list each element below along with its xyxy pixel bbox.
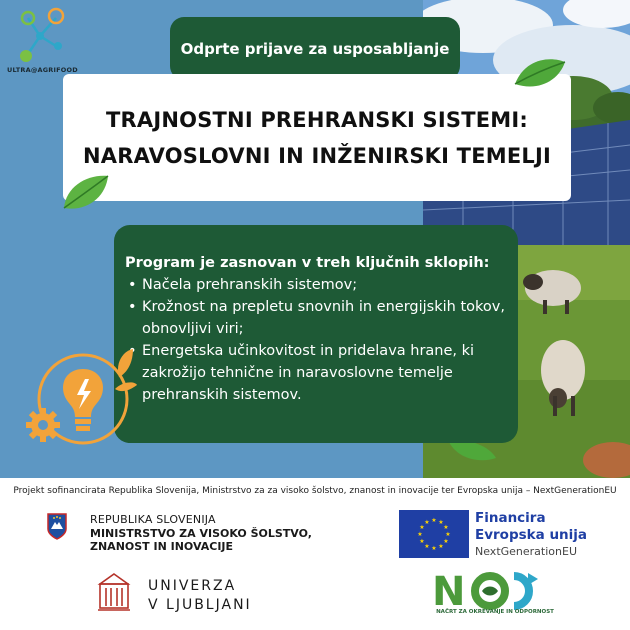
university-building-icon <box>96 572 132 612</box>
svg-text:★: ★ <box>431 517 437 524</box>
program-box <box>114 225 518 443</box>
list-item: • Krožnost na prepletu snovnih in energijskih tokov, obnovljivi viri; <box>125 296 508 340</box>
lightbulb-gear-icon <box>23 347 138 457</box>
list-item: • Načela prehranskih sistemov; <box>125 274 508 296</box>
slovenia-coat-of-arms-icon <box>47 513 67 540</box>
svg-text:★: ★ <box>424 543 430 550</box>
svg-text:★: ★ <box>438 543 444 550</box>
svg-text:★: ★ <box>424 519 430 526</box>
svg-text:★: ★ <box>419 524 425 531</box>
noo-subtitle: NAČRT ZA OKREVANJE IN ODPORNOST <box>436 609 554 615</box>
leaf-icon <box>58 172 114 214</box>
noo-logo <box>432 567 552 611</box>
eu-line-1: Financira <box>475 510 546 526</box>
program-list <box>125 274 508 406</box>
eu-line-2: Evropska unija <box>475 527 588 543</box>
registration-banner: Odprte prijave za usposabljanje <box>170 17 460 80</box>
svg-text:★: ★ <box>431 545 437 552</box>
svg-text:★: ★ <box>417 531 423 538</box>
svg-text:★: ★ <box>438 519 444 526</box>
cofunding-note: Projekt sofinancirata Republika Slovenija, Ministrstvo za za visoko šolstvo, znanost in inovacije ter Evropska unija – NextGenerationEU <box>13 486 617 496</box>
eu-line-3: NextGenerationEU <box>475 545 577 558</box>
title-line-2: NARAVOSLOVNI IN INŽENIRSKI TEMELJI <box>82 143 552 168</box>
university-line-1: UNIVERZA <box>148 578 237 594</box>
university-line-2: V LJUBLJANI <box>148 597 252 613</box>
title-box <box>63 74 571 201</box>
program-heading: Program je zasnovan v treh ključnih sklopih: <box>125 255 490 271</box>
title-line-1: TRAJNOSTNI PREHRANSKI SISTEMI: <box>106 107 528 132</box>
svg-text:★: ★ <box>419 538 425 545</box>
ministry-line-2: MINISTRSTVO ZA VISOKO ŠOLSTVO, <box>90 526 312 540</box>
svg-text:★: ★ <box>445 531 451 538</box>
ministry-line-1: REPUBLIKA SLOVENIJA <box>90 513 216 526</box>
leaf-icon <box>511 54 569 94</box>
eu-flag-icon <box>399 510 469 558</box>
logo-text: ULTRA@AGRIFOOD <box>7 66 78 74</box>
list-item: • Energetska učinkovitost in pridelava hrane, ki zakrožijo tehnične in naravoslovne temelje prehranskih sistemov. <box>125 340 508 406</box>
svg-text:★: ★ <box>443 524 449 531</box>
ministry-line-3: ZNANOST IN INOVACIJE <box>90 540 234 553</box>
eu-funding-logo <box>475 510 587 559</box>
svg-text:★: ★ <box>443 538 449 545</box>
university-logo-text <box>148 577 252 615</box>
ministry-logo-text <box>90 513 312 554</box>
svg-text:N: N <box>432 569 466 611</box>
